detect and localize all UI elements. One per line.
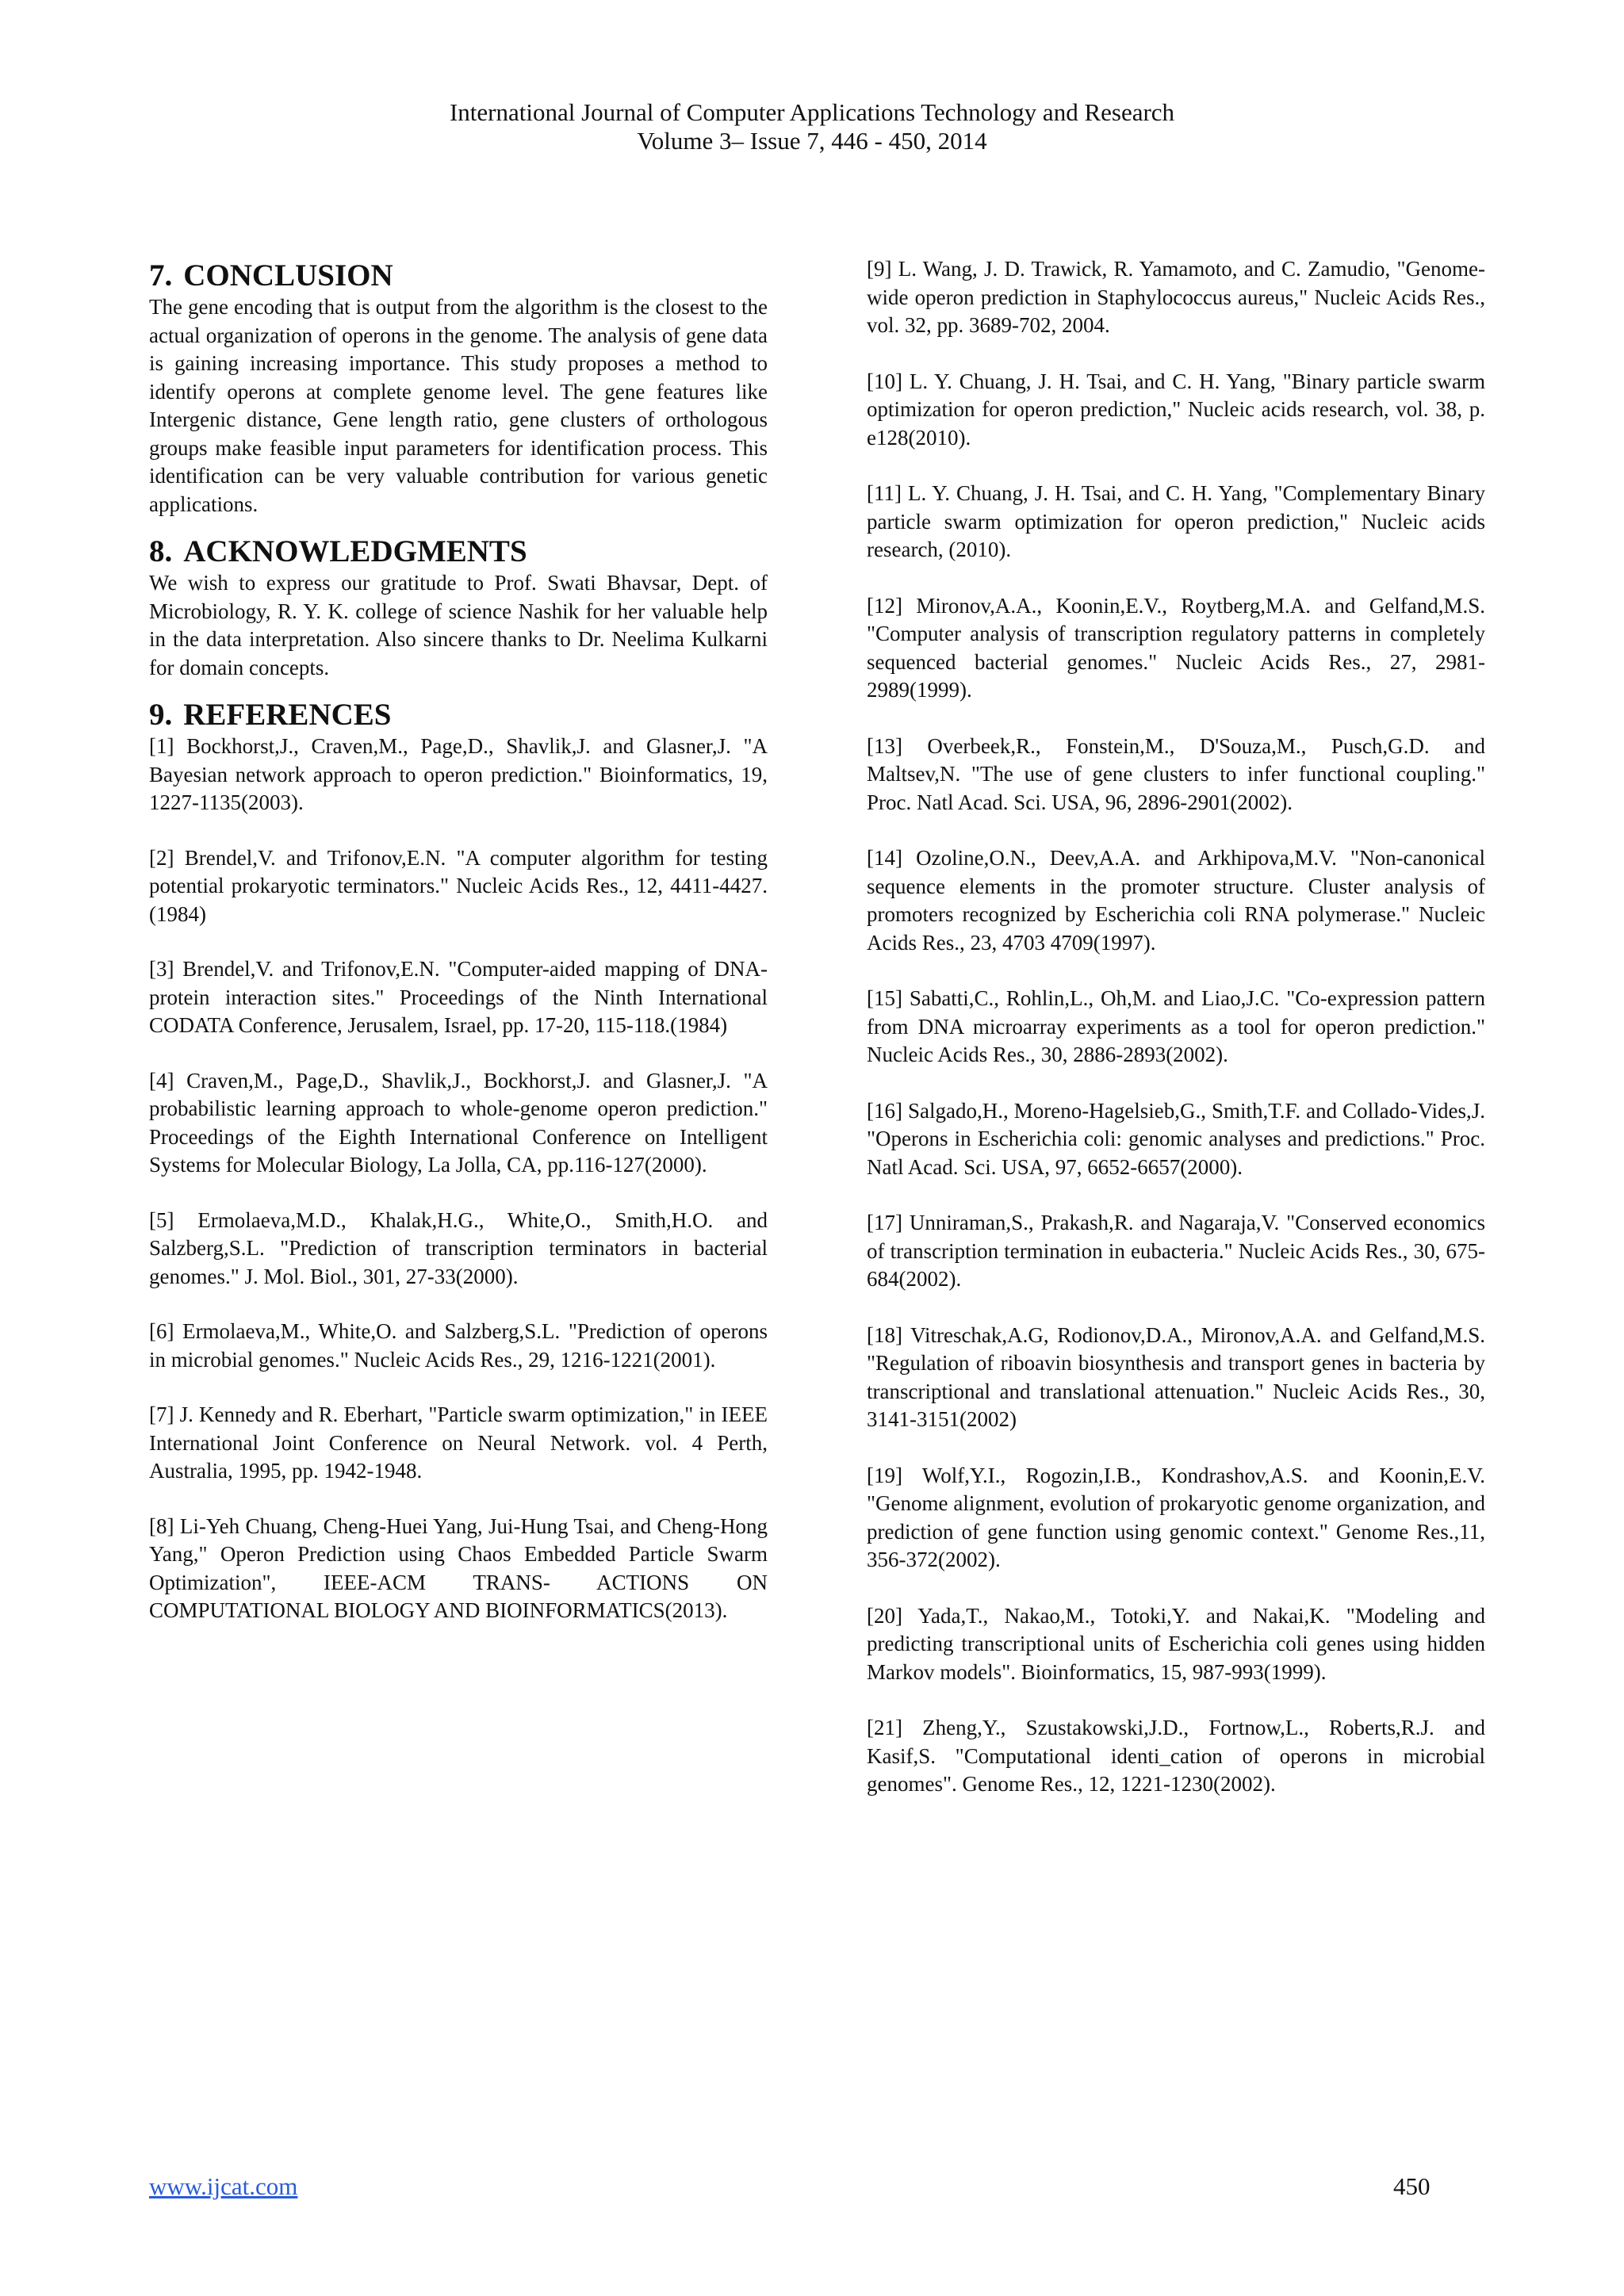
reference-item: [1] Bockhorst,J., Craven,M., Page,D., Shavlik,J. and Glasner,J. "A Bayesian network approach to operon prediction." Bioinformatics, 19, 1227-1135(2003). [149, 734, 768, 814]
references-heading [149, 698, 768, 733]
reference-item: [4] Craven,M., Page,D., Shavlik,J., Bockhorst,J. and Glasner,J. "A probabilistic learning approach to whole-genome operon prediction." Proceedings of the Eighth International Conference on Intelligent Systems for Molecular Biology, La Jolla, CA, pp.116-127(2000). [149, 1068, 768, 1177]
reference-item: [8] Li-Yeh Chuang, Cheng-Huei Yang, Jui-Hung Tsai, and Cheng-Hong Yang," Operon Prediction using Chaos Embedded Particle Swarm Optimization", IEEE-ACM TRANS- ACTIONS ON COMPUTATIONAL BIOLOGY AND BIOINFORMATICS(2013). [149, 1513, 768, 1622]
volume-info: Volume 3– Issue 7, 446 - 450, 2014 [637, 127, 987, 155]
acknowledgments-text: We wish to express our gratitude to Prof. Swati Bhavsar, Dept. of Microbiology, R. Y. K. college of science Nashik for her valuable help in the data interpretation. Also sincere thanks to Dr. Neelima Kulkarni for domain concepts. [149, 571, 768, 679]
reference-item: [21] Zheng,Y., Szustakowski,J.D., Fortnow,L., Roberts,R.J. and Kasif,S. "Computational identi_cation of operons in microbial genomes". Genome Res., 12, 1221-1230(2002). [867, 1716, 1485, 1796]
reference-item: [15] Sabatti,C., Rohlin,L., Oh,M. and Liao,J.C. "Co-expression pattern from DNA microarray experiments as a tool for operon prediction." Nucleic Acids Res., 30, 2886-2893(2002). [867, 986, 1485, 1066]
reference-item: [7] J. Kennedy and R. Eberhart, "Particle swarm optimization," in IEEE International Joint Conference on Neural Network. vol. 4 Perth, Australia, 1995, pp. 1942-1948. [149, 1402, 768, 1483]
reference-item: [18] Vitreschak,A.G, Rodionov,D.A., Mironov,A.A. and Gelfand,M.S. "Regulation of riboavin biosynthesis and transport genes in bacteria by transcriptional and translational attenuation." Nucleic Acids Res., 30, 3141-3151(2002) [867, 1322, 1485, 1431]
reference-item: [10] L. Y. Chuang, J. H. Tsai, and C. H. Yang, "Binary particle swarm optimization for operon prediction," Nucleic acids research, vol. 38, p. e128(2010). [867, 369, 1485, 450]
acknowledgments-title: ACKNOWLEDGMENTS [183, 534, 527, 568]
reference-item: [20] Yada,T., Nakao,M., Totoki,Y. and Nakai,K. "Modeling and predicting transcriptional units of Escherichia coli genes using hidden Markov models". Bioinformatics, 15, 987-993(1999). [867, 1603, 1485, 1684]
journal-title: International Journal of Computer Applications Technology and Research [449, 98, 1175, 126]
reference-item: [17] Unniraman,S., Prakash,R. and Nagaraja,V. "Conserved economics of transcription termination in eubacteria." Nucleic Acids Res., 30, 675-684(2002). [867, 1211, 1485, 1291]
references-title: REFERENCES [183, 698, 392, 732]
reference-item: [19] Wolf,Y.I., Rogozin,I.B., Kondrashov,A.S. and Koonin,E.V. "Genome alignment, evolution of prokaryotic genome organization, and prediction of gene function using genomic context." Genome Res.,11, 356-372(2002). [867, 1463, 1485, 1571]
acknowledgments-number: 8. [149, 534, 173, 568]
acknowledgments-heading [149, 534, 768, 569]
reference-item: [3] Brendel,V. and Trifonov,E.N. "Computer-aided mapping of DNA-protein interaction sites." Proceedings of the Ninth International CODATA Conference, Jerusalem, Israel, pp. 17-20, 115-118.(1984) [149, 957, 768, 1037]
reference-item: [6] Ermolaeva,M., White,O. and Salzberg,S.L. "Prediction of operons in microbial genomes." Nucleic Acids Res., 29, 1216-1221(2001). [149, 1319, 768, 1372]
left-column [149, 258, 768, 1652]
page-number: 450 [1393, 2172, 1431, 2200]
reference-item: [14] Ozoline,O.N., Deev,A.A. and Arkhipova,M.V. "Non-canonical sequence elements in the promoter structure. Cluster analysis of promoters recognized by Escherichia coli RNA polymerase." Nucleic Acids Res., 23, 4703 4709(1997). [867, 846, 1485, 955]
reference-item: [9] L. Wang, J. D. Trawick, R. Yamamoto, and C. Zamudio, "Genome-wide operon prediction in Staphylococcus aureus," Nucleic Acids Res., vol. 32, pp. 3689-702, 2004. [867, 257, 1485, 337]
reference-item: [5] Ermolaeva,M.D., Khalak,H.G., White,O., Smith,H.O. and Salzberg,S.L. "Prediction of transcription terminators in bacterial genomes." J. Mol. Biol., 301, 27-33(2000). [149, 1207, 768, 1288]
reference-item: [11] L. Y. Chuang, J. H. Tsai, and C. H. Yang, "Complementary Binary particle swarm optimization for operon prediction," Nucleic acids research, (2010). [867, 481, 1485, 561]
reference-item: [13] Overbeek,R., Fonstein,M., D'Souza,M., Pusch,G.D. and Maltsev,N. "The use of gene clusters to infer functional coupling." Proc. Natl Acad. Sci. USA, 96, 2896-2901(2002). [867, 733, 1485, 814]
reference-item: [2] Brendel,V. and Trifonov,E.N. "A computer algorithm for testing potential prokaryotic terminators." Nucleic Acids Res., 12, 4411-4427.(1984) [149, 845, 768, 926]
journal-website-link[interactable]: www.ijcat.com [149, 2172, 298, 2200]
conclusion-heading [149, 258, 768, 293]
reference-item: [16] Salgado,H., Moreno-Hagelsieb,G., Smith,T.F. and Collado-Vides,J. "Operons in Escherichia coli: genomic analyses and predictions." Proc. Natl Acad. Sci. USA, 97, 6652-6657(2000). [867, 1098, 1485, 1179]
conclusion-title: CONCLUSION [183, 258, 393, 293]
conclusion-text: The gene encoding that is output from the algorithm is the closest to the actual organization of operons in the genome. The analysis of gene data is gaining increasing importance. This study proposes a method to identify operons at complete genome level. The gene features like Intergenic distance, Gene length ratio, gene clusters of orthologous groups make feasible input parameters for identification process. This identification can be very valuable contribution for various genetic applications. [149, 295, 768, 516]
right-column [867, 255, 1485, 1827]
page-header [0, 98, 1624, 155]
conclusion-number: 7. [149, 258, 173, 293]
references-number: 9. [149, 698, 173, 732]
reference-item: [12] Mironov,A.A., Koonin,E.V., Roytberg,M.A. and Gelfand,M.S. "Computer analysis of transcription regulatory patterns in completely sequenced bacterial genomes." Nucleic Acids Res., 27, 2981-2989(1999). [867, 593, 1485, 702]
